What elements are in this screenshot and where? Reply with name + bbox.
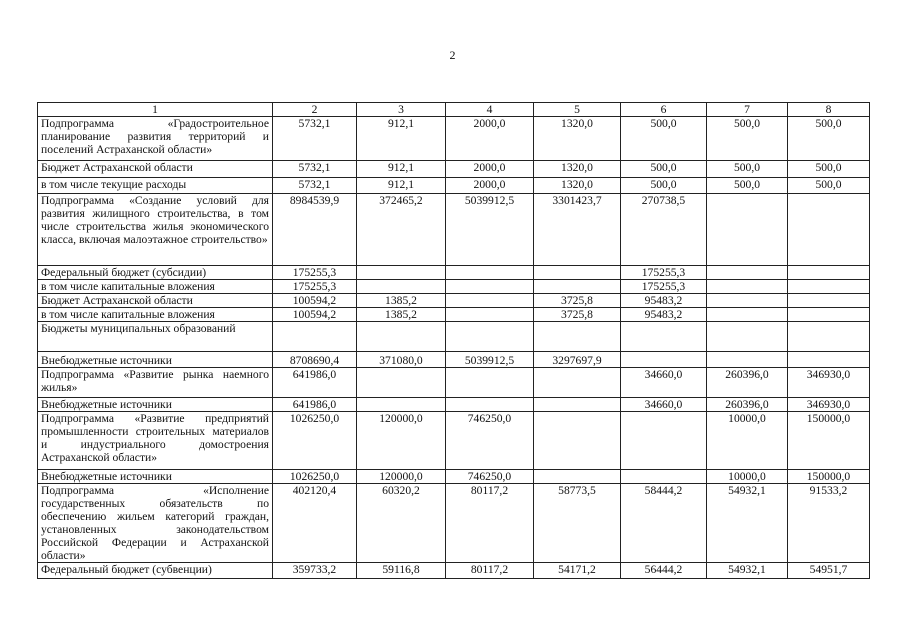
value-cell	[357, 280, 446, 294]
value-cell: 34660,0	[621, 368, 707, 398]
row-label-cell: Бюджет Астраханской области	[38, 294, 273, 308]
column-header: 1	[38, 103, 273, 117]
value-cell: 500,0	[707, 117, 788, 161]
value-cell	[621, 470, 707, 484]
value-cell	[707, 280, 788, 294]
value-cell	[357, 398, 446, 412]
value-cell: 402120,4	[273, 484, 357, 563]
value-cell: 60320,2	[357, 484, 446, 563]
column-header: 2	[273, 103, 357, 117]
column-header: 4	[446, 103, 534, 117]
value-cell	[534, 470, 621, 484]
value-cell: 95483,2	[621, 294, 707, 308]
value-cell: 54932,1	[707, 484, 788, 563]
value-cell: 80117,2	[446, 484, 534, 563]
table-row	[38, 398, 870, 412]
value-cell: 346930,0	[788, 368, 870, 398]
value-cell: 54951,7	[788, 563, 870, 579]
value-cell: 5039912,5	[446, 194, 534, 266]
row-label-cell: Внебюджетные источники	[38, 470, 273, 484]
value-cell: 120000,0	[357, 412, 446, 470]
value-cell	[357, 368, 446, 398]
value-cell: 8708690,4	[273, 352, 357, 368]
value-cell: 500,0	[621, 117, 707, 161]
value-cell: 120000,0	[357, 470, 446, 484]
value-cell: 912,1	[357, 178, 446, 194]
table-row	[38, 352, 870, 368]
value-cell: 100594,2	[273, 294, 357, 308]
value-cell: 91533,2	[788, 484, 870, 563]
value-cell: 175255,3	[273, 280, 357, 294]
row-label-cell: Внебюджетные источники	[38, 398, 273, 412]
value-cell	[534, 398, 621, 412]
value-cell: 150000,0	[788, 412, 870, 470]
row-label-cell: Федеральный бюджет (субвенции)	[38, 563, 273, 579]
value-cell: 641986,0	[273, 368, 357, 398]
row-label-cell: Внебюджетные источники	[38, 352, 273, 368]
value-cell	[707, 308, 788, 322]
value-cell: 3301423,7	[534, 194, 621, 266]
value-cell: 150000,0	[788, 470, 870, 484]
value-cell: 746250,0	[446, 470, 534, 484]
value-cell: 2000,0	[446, 117, 534, 161]
row-label-cell: Подпрограмма «Развитие предприятий промышленности строительных материалов и индустриального домостроения Астраханской области»	[38, 412, 273, 470]
table-row	[38, 280, 870, 294]
table-row	[38, 470, 870, 484]
row-label-cell: Бюджеты муниципальных образований	[38, 322, 273, 352]
row-label-cell: Подпрограмма «Развитие рынка наемного жилья»	[38, 368, 273, 398]
value-cell: 34660,0	[621, 398, 707, 412]
value-cell	[357, 322, 446, 352]
value-cell: 175255,3	[621, 266, 707, 280]
value-cell	[707, 266, 788, 280]
value-cell: 346930,0	[788, 398, 870, 412]
value-cell: 500,0	[707, 178, 788, 194]
value-cell: 59116,8	[357, 563, 446, 579]
value-cell: 2000,0	[446, 178, 534, 194]
value-cell: 500,0	[621, 161, 707, 178]
value-cell: 359733,2	[273, 563, 357, 579]
value-cell: 2000,0	[446, 161, 534, 178]
value-cell: 1320,0	[534, 178, 621, 194]
table-row	[38, 308, 870, 322]
table-row	[38, 322, 870, 352]
value-cell: 10000,0	[707, 412, 788, 470]
value-cell	[534, 412, 621, 470]
table-row	[38, 117, 870, 161]
row-label-cell: Бюджет Астраханской области	[38, 161, 273, 178]
value-cell	[788, 266, 870, 280]
table-row	[38, 368, 870, 398]
row-label-cell: Подпрограмма «Исполнение государственных обязательств по обеспечению жильем категорий граждан, установленных законодательством Российской Федерации и Астраханской области»	[38, 484, 273, 563]
value-cell: 80117,2	[446, 563, 534, 579]
value-cell	[788, 308, 870, 322]
value-cell: 8984539,9	[273, 194, 357, 266]
value-cell: 1026250,0	[273, 412, 357, 470]
value-cell	[273, 322, 357, 352]
column-header: 7	[707, 103, 788, 117]
value-cell	[621, 322, 707, 352]
value-cell: 1320,0	[534, 117, 621, 161]
value-cell	[788, 294, 870, 308]
table-row	[38, 178, 870, 194]
value-cell	[534, 266, 621, 280]
row-label-cell: в том числе капитальные вложения	[38, 280, 273, 294]
value-cell: 58773,5	[534, 484, 621, 563]
value-cell	[534, 322, 621, 352]
value-cell	[788, 194, 870, 266]
table-row	[38, 194, 870, 266]
table-row	[38, 266, 870, 280]
value-cell	[446, 308, 534, 322]
value-cell	[707, 194, 788, 266]
value-cell: 270738,5	[621, 194, 707, 266]
table-header-row	[38, 103, 870, 117]
value-cell: 912,1	[357, 161, 446, 178]
value-cell: 641986,0	[273, 398, 357, 412]
value-cell: 1320,0	[534, 161, 621, 178]
value-cell: 5732,1	[273, 178, 357, 194]
value-cell: 1385,2	[357, 294, 446, 308]
value-cell: 5039912,5	[446, 352, 534, 368]
column-header: 6	[621, 103, 707, 117]
value-cell: 371080,0	[357, 352, 446, 368]
value-cell	[534, 368, 621, 398]
value-cell	[446, 368, 534, 398]
value-cell: 500,0	[788, 178, 870, 194]
value-cell: 58444,2	[621, 484, 707, 563]
column-header: 3	[357, 103, 446, 117]
budget-table	[37, 102, 870, 579]
value-cell	[446, 294, 534, 308]
row-label-cell: в том числе капитальные вложения	[38, 308, 273, 322]
value-cell	[621, 352, 707, 368]
table-row	[38, 294, 870, 308]
value-cell	[446, 266, 534, 280]
value-cell: 56444,2	[621, 563, 707, 579]
value-cell	[707, 294, 788, 308]
row-label-cell: Федеральный бюджет (субсидии)	[38, 266, 273, 280]
page-number: 2	[449, 48, 456, 62]
column-header: 5	[534, 103, 621, 117]
value-cell: 500,0	[621, 178, 707, 194]
value-cell	[788, 280, 870, 294]
value-cell: 3297697,9	[534, 352, 621, 368]
value-cell: 3725,8	[534, 294, 621, 308]
value-cell	[446, 398, 534, 412]
value-cell: 500,0	[788, 161, 870, 178]
value-cell: 260396,0	[707, 368, 788, 398]
value-cell	[707, 322, 788, 352]
table-row	[38, 484, 870, 563]
value-cell: 3725,8	[534, 308, 621, 322]
row-label-cell: Подпрограмма «Градостроительное планирование развития территорий и поселений Астраханской области»	[38, 117, 273, 161]
value-cell: 912,1	[357, 117, 446, 161]
value-cell: 500,0	[788, 117, 870, 161]
table-row	[38, 563, 870, 579]
value-cell: 260396,0	[707, 398, 788, 412]
value-cell: 54171,2	[534, 563, 621, 579]
value-cell: 5732,1	[273, 117, 357, 161]
table-row	[38, 161, 870, 178]
value-cell: 175255,3	[621, 280, 707, 294]
value-cell: 746250,0	[446, 412, 534, 470]
value-cell: 100594,2	[273, 308, 357, 322]
row-label-cell: в том числе текущие расходы	[38, 178, 273, 194]
value-cell	[357, 266, 446, 280]
value-cell: 500,0	[707, 161, 788, 178]
value-cell: 5732,1	[273, 161, 357, 178]
value-cell: 10000,0	[707, 470, 788, 484]
value-cell: 372465,2	[357, 194, 446, 266]
value-cell	[788, 352, 870, 368]
value-cell: 1026250,0	[273, 470, 357, 484]
value-cell: 1385,2	[357, 308, 446, 322]
value-cell	[446, 322, 534, 352]
column-header: 8	[788, 103, 870, 117]
table-row	[38, 412, 870, 470]
value-cell	[446, 280, 534, 294]
value-cell	[707, 352, 788, 368]
row-label-cell: Подпрограмма «Создание условий для развития жилищного строительства, в том числе строительства жилья экономического класса, включая малоэтажное строительство»	[38, 194, 273, 266]
value-cell	[534, 280, 621, 294]
value-cell: 54932,1	[707, 563, 788, 579]
value-cell	[788, 322, 870, 352]
value-cell: 95483,2	[621, 308, 707, 322]
value-cell	[621, 412, 707, 470]
value-cell: 175255,3	[273, 266, 357, 280]
